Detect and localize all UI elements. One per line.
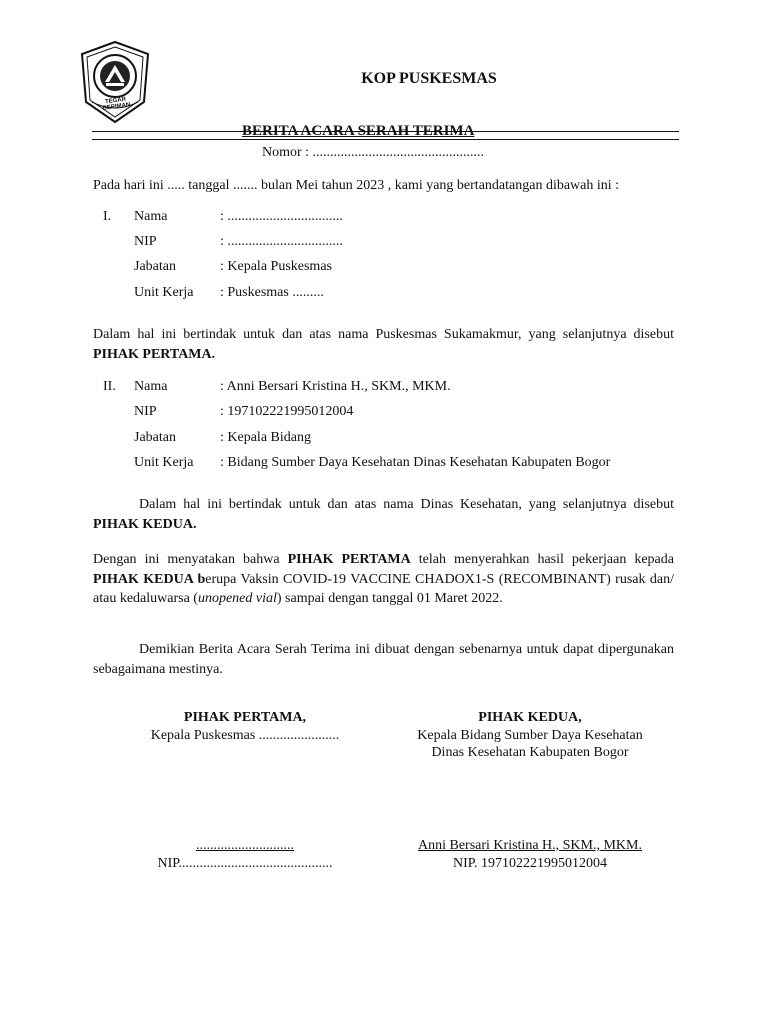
party-one-number: I. [103,209,112,224]
party-two-designation: PIHAK KEDUA. [93,516,197,532]
field-label: Jabatan [134,430,176,445]
document-title: BERITA ACARA SERAH TERIMA [242,123,475,139]
closing-paragraph: Demikian Berita Acara Serah Terima ini dibuat dengan sebenarnya untuk dapat dipergunakan sebagaimana mestinya. [93,642,674,677]
party-one-paragraph [93,325,674,364]
party-two-text: Dalam hal ini bertindak untuk dan atas nama Dinas Kesehatan, yang selanjutnya disebut [139,497,674,512]
party-one-designation: PIHAK PERTAMA. [93,346,216,362]
field-value: : ................................. [220,209,343,224]
statement-party-one: PIHAK PERTAMA [287,552,411,567]
field-value: : Anni Bersari Kristina H., SKM., MKM. [220,379,451,394]
field-label: NIP [134,404,157,419]
logo-motto: TEGAR BERIMAN [102,96,131,112]
signature-right-nip: NIP. 197102221995012004 [452,856,607,871]
statement-text: erupa Vaksin COVID-19 VACCINE CHADOX1-S (RECOMBINANT) rusak dan/ atau kedaluwarsa ( [93,571,674,606]
field-value: : Puskesmas ......... [220,285,324,300]
signature-left-name: ............................ [196,838,294,853]
field-value: : Kepala Puskesmas [220,259,332,274]
field-label: Unit Kerja [134,285,194,300]
intro-paragraph: Pada hari ini ..... tanggal ....... bulan Mei tahun 2023 , kami yang bertandatangan dibawah ini : [93,178,620,193]
signature-left-role: Kepala Puskesmas ....................... [150,728,340,743]
statement-text: ) sampai dengan tanggal 01 Maret 2022. [276,591,503,606]
signature-left-heading: PIHAK PERTAMA, [183,710,307,725]
field-label: Nama [134,209,168,224]
party-two-paragraph [93,495,674,534]
statement-paragraph [93,550,674,609]
statement-text: Dengan ini menyatakan bahwa [93,552,288,567]
statement-party-two: PIHAK KEDUA b [93,571,206,587]
document-number: Nomor : ................................................. [262,145,485,160]
field-value: : ................................. [220,234,343,249]
signature-right-office: Dinas Kesehatan Kabupaten Bogor [431,745,629,760]
field-value: : Bidang Sumber Daya Kesehatan Dinas Kesehatan Kabupaten Bogor [220,455,611,470]
party-two-number: II. [103,379,116,394]
signature-left-nip: NIP............................................ [157,856,333,871]
field-value: : 197102221995012004 [220,404,354,419]
party-one-text: Dalam hal ini bertindak untuk dan atas nama Puskesmas Sukamakmur, yang selanjutnya disebut [93,327,674,342]
signature-right-heading: PIHAK KEDUA, [478,710,582,725]
field-value: : Kepala Bidang [220,430,311,445]
signature-right-role: Kepala Bidang Sumber Daya Kesehatan [417,728,643,743]
field-label: NIP [134,234,157,249]
statement-italic: unopened vial [197,591,277,606]
field-label: Jabatan [134,259,176,274]
letterhead-title: KOP PUSKESMAS [361,70,497,87]
statement-text: telah menyerahkan hasil pekerjaan kepada [410,552,674,567]
field-label: Unit Kerja [134,455,194,470]
signature-right-name: Anni Bersari Kristina H., SKM., MKM. [418,838,642,853]
field-label: Nama [134,379,168,394]
